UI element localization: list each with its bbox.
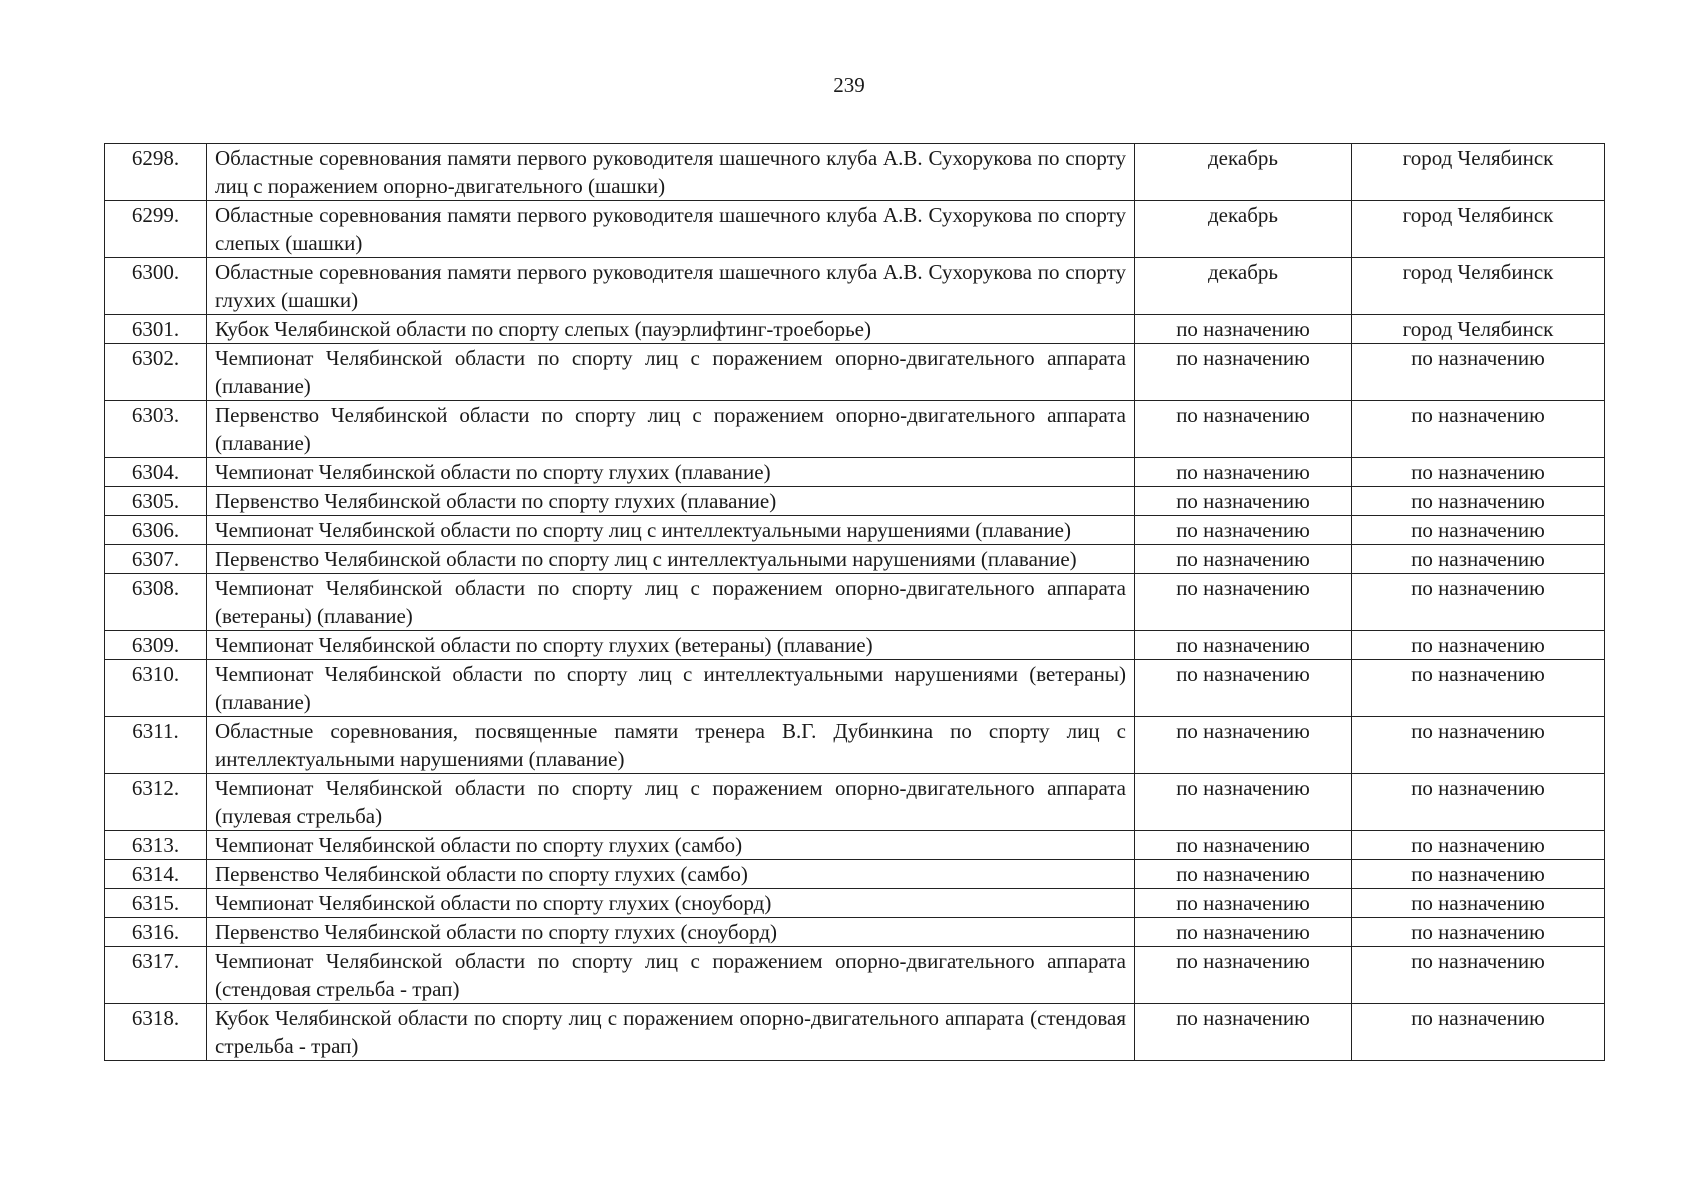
row-number: 6311.	[105, 717, 207, 774]
event-name: Чемпионат Челябинской области по спорту лиц с поражением опорно-двигательного аппарата (стендовая стрельба - трап)	[207, 947, 1135, 1004]
event-name: Чемпионат Челябинской области по спорту лиц с поражением опорно-двигательного аппарата (пулевая стрельба)	[207, 774, 1135, 831]
event-name: Чемпионат Челябинской области по спорту глухих (ветераны) (плавание)	[207, 631, 1135, 660]
events-table-body	[105, 144, 1605, 1061]
event-date: по назначению	[1135, 889, 1352, 918]
event-date: по назначению	[1135, 487, 1352, 516]
events-table	[104, 143, 1605, 1061]
event-name: Кубок Челябинской области по спорту слепых (пауэрлифтинг-троеборье)	[207, 315, 1135, 344]
event-place: по назначению	[1352, 401, 1605, 458]
table-row	[105, 144, 1605, 201]
event-place: по назначению	[1352, 774, 1605, 831]
row-number: 6308.	[105, 574, 207, 631]
event-place: по назначению	[1352, 631, 1605, 660]
event-name: Областные соревнования памяти первого руководителя шашечного клуба А.В. Сухорукова по спорту глухих (шашки)	[207, 258, 1135, 315]
event-date: по назначению	[1135, 831, 1352, 860]
row-number: 6316.	[105, 918, 207, 947]
row-number: 6306.	[105, 516, 207, 545]
table-row	[105, 344, 1605, 401]
table-row	[105, 258, 1605, 315]
row-number: 6302.	[105, 344, 207, 401]
table-row	[105, 487, 1605, 516]
event-name: Чемпионат Челябинской области по спорту лиц с интеллектуальными нарушениями (ветераны) (плавание)	[207, 660, 1135, 717]
table-row	[105, 458, 1605, 487]
table-row	[105, 947, 1605, 1004]
event-place: по назначению	[1352, 545, 1605, 574]
event-place: по назначению	[1352, 918, 1605, 947]
row-number: 6299.	[105, 201, 207, 258]
row-number: 6301.	[105, 315, 207, 344]
event-place: по назначению	[1352, 458, 1605, 487]
event-place: по назначению	[1352, 889, 1605, 918]
row-number: 6312.	[105, 774, 207, 831]
event-place: по назначению	[1352, 717, 1605, 774]
event-place: по назначению	[1352, 831, 1605, 860]
event-date: по назначению	[1135, 918, 1352, 947]
row-number: 6304.	[105, 458, 207, 487]
event-name: Чемпионат Челябинской области по спорту лиц с поражением опорно-двигательного аппарата (плавание)	[207, 344, 1135, 401]
event-name: Чемпионат Челябинской области по спорту глухих (сноуборд)	[207, 889, 1135, 918]
table-row	[105, 1004, 1605, 1061]
event-name: Чемпионат Челябинской области по спорту глухих (плавание)	[207, 458, 1135, 487]
event-date: декабрь	[1135, 258, 1352, 315]
event-date: по назначению	[1135, 458, 1352, 487]
table-row	[105, 516, 1605, 545]
event-date: по назначению	[1135, 516, 1352, 545]
event-place: город Челябинск	[1352, 315, 1605, 344]
event-name: Первенство Челябинской области по спорту глухих (плавание)	[207, 487, 1135, 516]
event-name: Областные соревнования памяти первого руководителя шашечного клуба А.В. Сухорукова по спорту лиц с поражением опорно-двигательного (шашки)	[207, 144, 1135, 201]
event-date: по назначению	[1135, 344, 1352, 401]
event-date: по назначению	[1135, 947, 1352, 1004]
table-row	[105, 315, 1605, 344]
event-date: по назначению	[1135, 315, 1352, 344]
row-number: 6314.	[105, 860, 207, 889]
event-name: Кубок Челябинской области по спорту лиц с поражением опорно-двигательного аппарата (стендовая стрельба - трап)	[207, 1004, 1135, 1061]
row-number: 6318.	[105, 1004, 207, 1061]
event-name: Областные соревнования памяти первого руководителя шашечного клуба А.В. Сухорукова по спорту слепых (шашки)	[207, 201, 1135, 258]
event-name: Чемпионат Челябинской области по спорту глухих (самбо)	[207, 831, 1135, 860]
table-row	[105, 401, 1605, 458]
event-date: по назначению	[1135, 660, 1352, 717]
event-date: по назначению	[1135, 774, 1352, 831]
table-row	[105, 831, 1605, 860]
table-row	[105, 860, 1605, 889]
row-number: 6315.	[105, 889, 207, 918]
row-number: 6300.	[105, 258, 207, 315]
row-number: 6310.	[105, 660, 207, 717]
table-row	[105, 201, 1605, 258]
event-place: по назначению	[1352, 344, 1605, 401]
event-place: по назначению	[1352, 660, 1605, 717]
table-row	[105, 774, 1605, 831]
event-place: город Челябинск	[1352, 144, 1605, 201]
table-row	[105, 660, 1605, 717]
event-place: по назначению	[1352, 574, 1605, 631]
row-number: 6309.	[105, 631, 207, 660]
event-place: по назначению	[1352, 947, 1605, 1004]
row-number: 6313.	[105, 831, 207, 860]
event-place: по назначению	[1352, 1004, 1605, 1061]
event-name: Первенство Челябинской области по спорту глухих (сноуборд)	[207, 918, 1135, 947]
event-date: по назначению	[1135, 1004, 1352, 1061]
page-number: 239	[833, 73, 865, 97]
event-date: по назначению	[1135, 401, 1352, 458]
event-name: Чемпионат Челябинской области по спорту лиц с интеллектуальными нарушениями (плавание)	[207, 516, 1135, 545]
table-row	[105, 631, 1605, 660]
event-place: по назначению	[1352, 516, 1605, 545]
event-name: Первенство Челябинской области по спорту лиц с интеллектуальными нарушениями (плавание)	[207, 545, 1135, 574]
event-date: по назначению	[1135, 717, 1352, 774]
event-date: декабрь	[1135, 144, 1352, 201]
event-date: по назначению	[1135, 860, 1352, 889]
event-name: Первенство Челябинской области по спорту лиц с поражением опорно-двигательного аппарата (плавание)	[207, 401, 1135, 458]
event-name: Чемпионат Челябинской области по спорту лиц с поражением опорно-двигательного аппарата (ветераны) (плавание)	[207, 574, 1135, 631]
row-number: 6298.	[105, 144, 207, 201]
row-number: 6303.	[105, 401, 207, 458]
event-date: по назначению	[1135, 545, 1352, 574]
event-date: по назначению	[1135, 574, 1352, 631]
event-date: декабрь	[1135, 201, 1352, 258]
event-place: по назначению	[1352, 487, 1605, 516]
row-number: 6305.	[105, 487, 207, 516]
event-name: Областные соревнования, посвященные памяти тренера В.Г. Дубинкина по спорту лиц с интеллектуальными нарушениями (плавание)	[207, 717, 1135, 774]
event-date: по назначению	[1135, 631, 1352, 660]
table-row	[105, 889, 1605, 918]
table-row	[105, 918, 1605, 947]
row-number: 6307.	[105, 545, 207, 574]
table-row	[105, 717, 1605, 774]
event-place: город Челябинск	[1352, 201, 1605, 258]
table-row	[105, 545, 1605, 574]
event-place: по назначению	[1352, 860, 1605, 889]
event-name: Первенство Челябинской области по спорту глухих (самбо)	[207, 860, 1135, 889]
row-number: 6317.	[105, 947, 207, 1004]
event-place: город Челябинск	[1352, 258, 1605, 315]
table-row	[105, 574, 1605, 631]
